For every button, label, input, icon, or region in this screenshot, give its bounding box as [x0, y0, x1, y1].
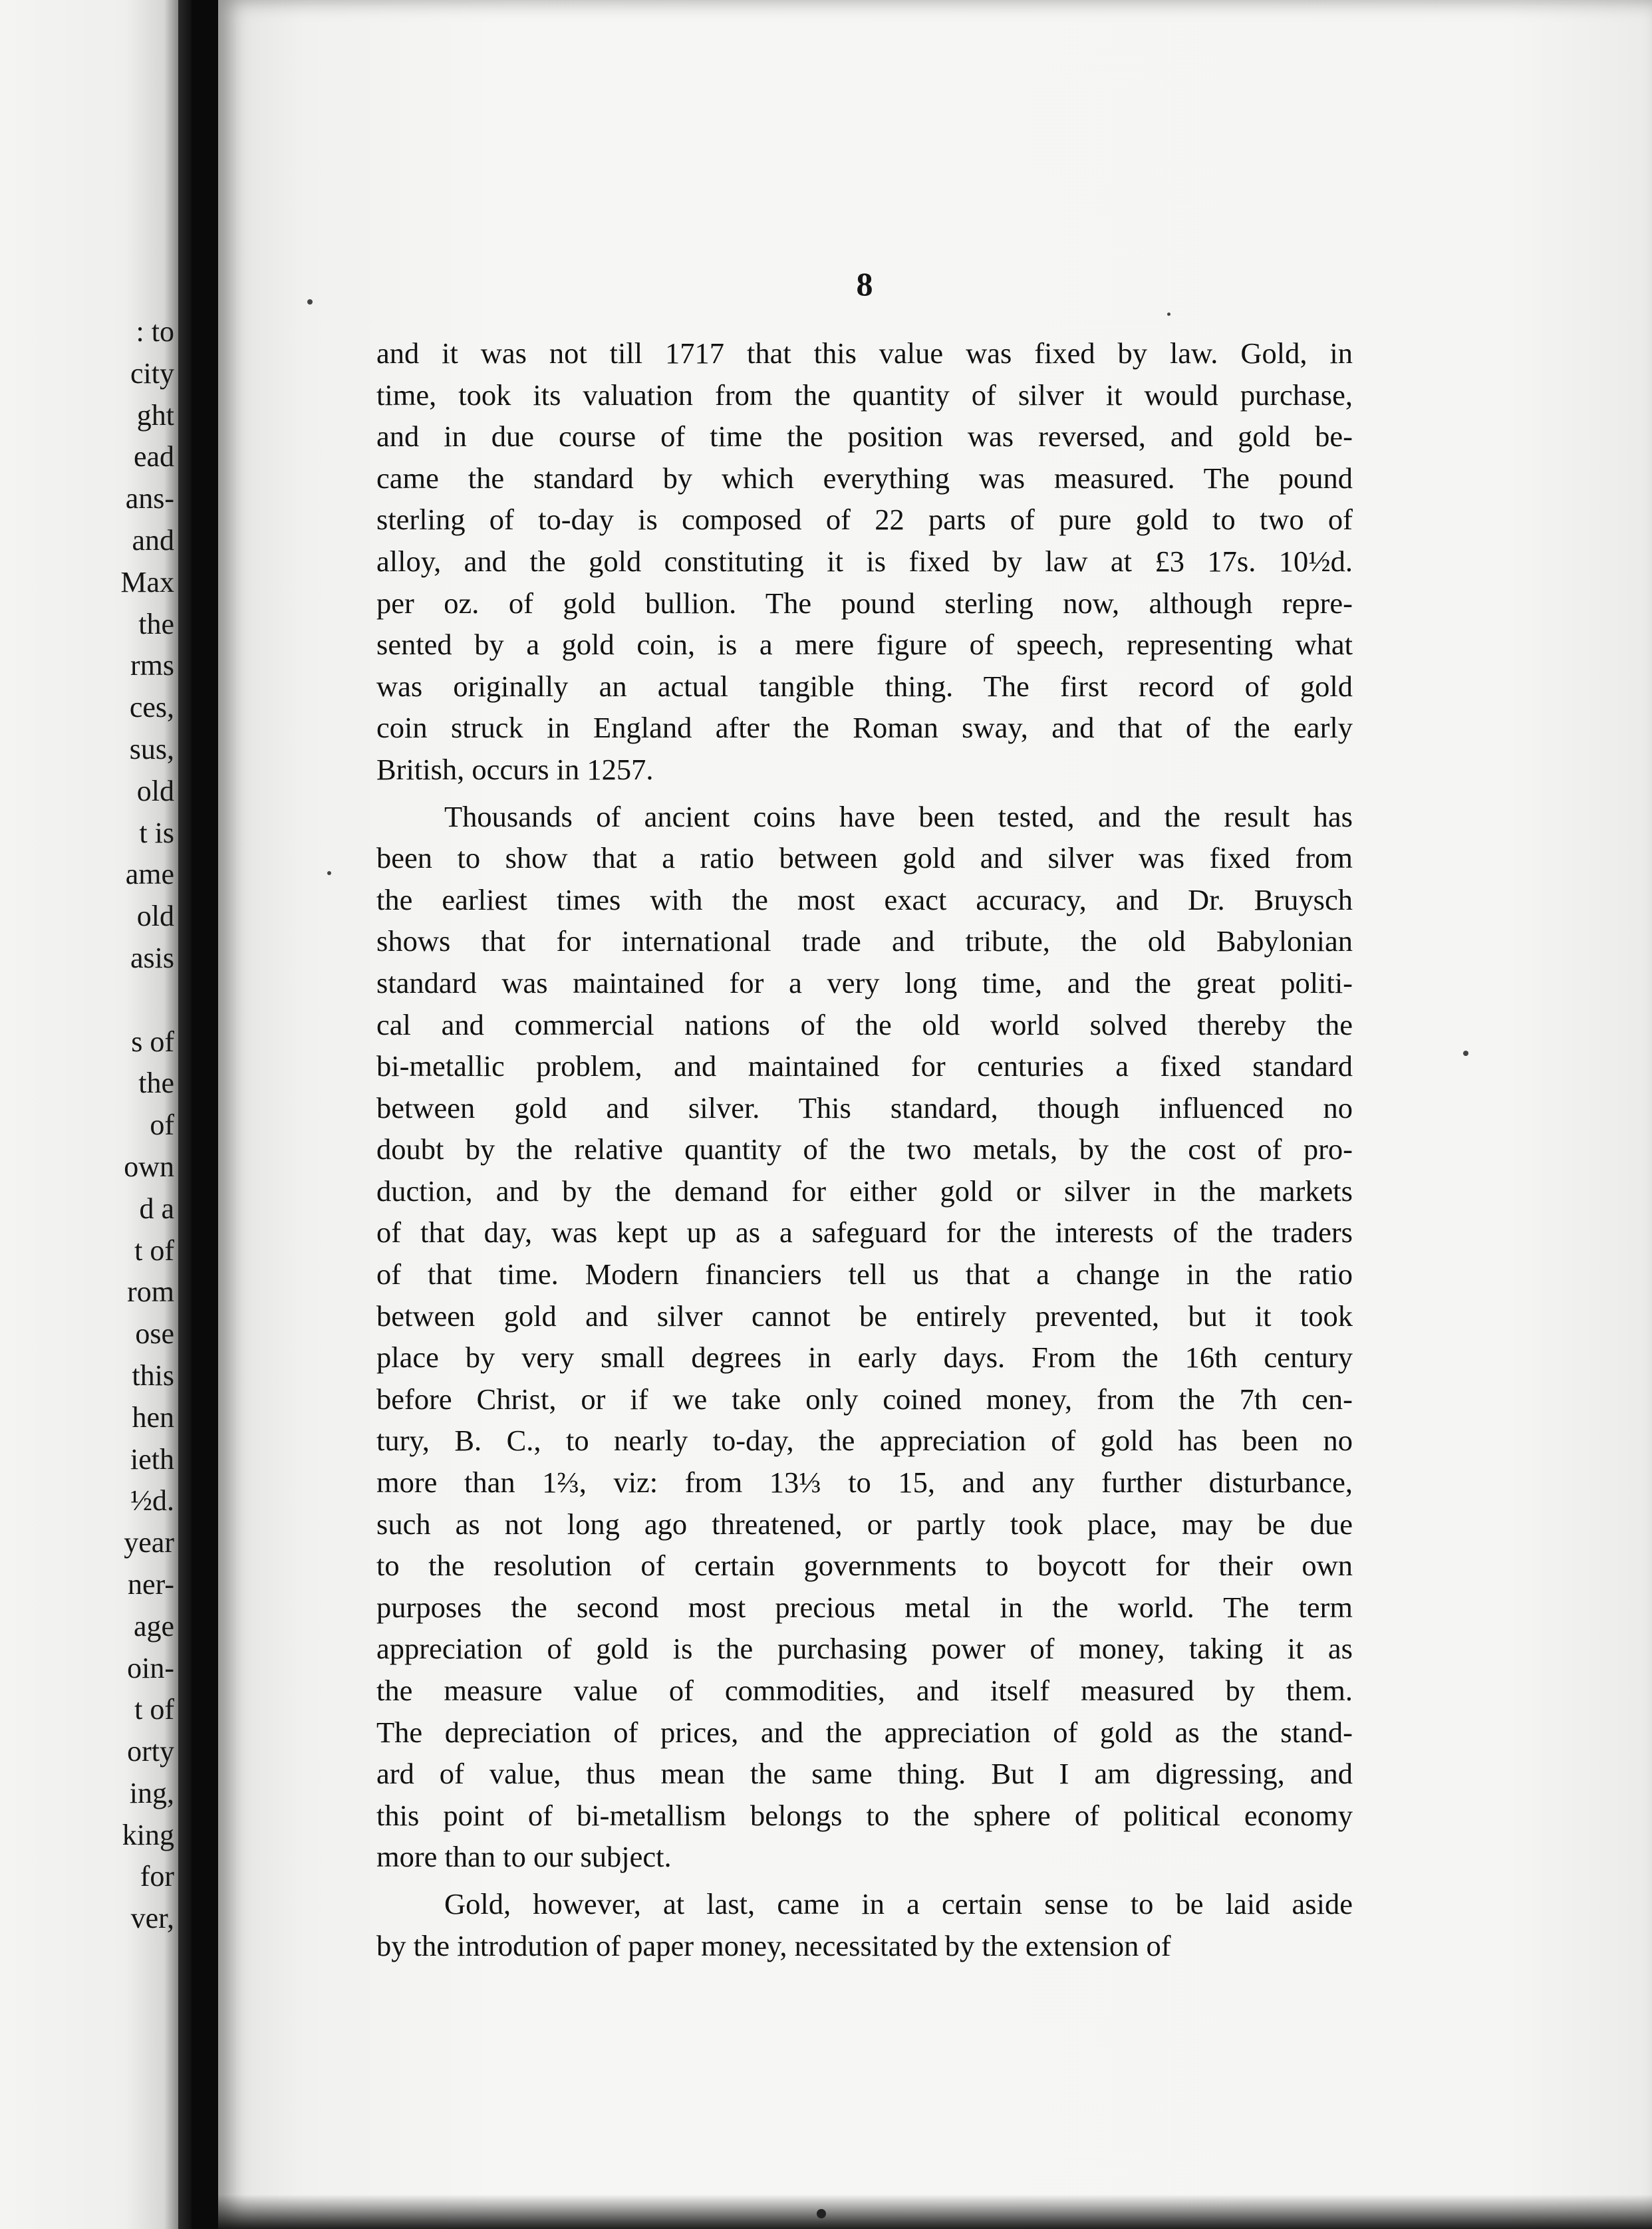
scan-speck	[1463, 1051, 1468, 1056]
page-edge-shadow	[178, 0, 192, 2229]
text-line: alloy, and the gold constituting it is fixed by law at £3 17s. 10½d.	[376, 544, 1353, 578]
text-line: British, occurs in 1257.	[376, 752, 654, 786]
line-fragment: asis	[130, 941, 174, 974]
text-line: place by very small degrees in early days. From the 16th century	[376, 1341, 1353, 1375]
line-fragment: t is	[139, 816, 174, 849]
line-fragment: oin-	[127, 1651, 174, 1684]
text-line: cal and commercial nations of the old world solved thereby the	[376, 1007, 1353, 1041]
previous-page-fragment	[0, 0, 178, 2229]
text-line: The depreciation of prices, and the appreciation of gold as the stand-	[376, 1715, 1353, 1749]
body-text	[376, 332, 1353, 1966]
text-line: coin struck in England after the Roman sway, and that of the early	[376, 711, 1353, 745]
text-line: bi-metallic problem, and maintained for centuries a fixed standard	[376, 1049, 1353, 1083]
line-fragment: d a	[139, 1192, 174, 1225]
line-fragment: t of	[134, 1693, 174, 1726]
text-line: and it was not till 1717 that this value was fixed by law. Gold, in	[376, 336, 1353, 370]
line-fragment: orty	[127, 1735, 174, 1768]
line-fragment: own	[124, 1150, 174, 1183]
text-line: doubt by the relative quantity of the two metals, by the cost of pro-	[376, 1132, 1353, 1166]
text-line: appreciation of gold is the purchasing power of money, taking it as	[376, 1632, 1353, 1666]
text-line: been to show that a ratio between gold and silver was fixed from	[376, 841, 1353, 875]
text-line: between gold and silver cannot be entirely prevented, but it took	[376, 1299, 1353, 1333]
line-fragment: this	[132, 1359, 174, 1392]
line-fragment: ose	[135, 1317, 174, 1351]
line-fragment: Max	[120, 565, 174, 598]
line-fragment: : to	[136, 315, 174, 348]
paragraph	[376, 1883, 1353, 1966]
text-line: of that time. Modern financiers tell us that a change in the ratio	[376, 1257, 1353, 1291]
line-fragment: s of	[131, 1025, 174, 1058]
text-line: sterling of to-day is composed of 22 parts of pure gold to two of	[376, 503, 1353, 537]
line-fragment: ans-	[125, 482, 174, 515]
line-fragment: the	[138, 1067, 174, 1100]
line-fragment: rom	[127, 1275, 174, 1309]
line-fragment: sus,	[129, 732, 174, 765]
text-line: more than to our subject.	[376, 1840, 672, 1874]
text-line: Thousands of ancient coins have been tested, and the result has	[444, 799, 1353, 833]
line-fragment: ead	[133, 440, 174, 473]
text-line: per oz. of gold bullion. The pound sterling now, although repre-	[376, 586, 1353, 620]
text-line: and in due course of time the position was reversed, and gold be-	[376, 420, 1353, 454]
text-line: was originally an actual tangible thing. The first record of gold	[376, 669, 1353, 703]
scan-speck	[327, 871, 331, 875]
paragraph	[376, 332, 1353, 791]
previous-page-line-fragments	[0, 311, 174, 1940]
line-fragment: ieth	[130, 1442, 174, 1476]
line-fragment: t of	[134, 1234, 174, 1267]
line-fragment: age	[133, 1609, 174, 1642]
scan-speck	[817, 2209, 826, 2218]
text-line: this point of bi-metallism belongs to the sphere of political economy	[376, 1798, 1353, 1832]
line-fragment: old	[136, 774, 174, 807]
text-line: came the standard by which everything was measured. The pound	[376, 461, 1353, 495]
line-fragment: king	[122, 1818, 174, 1851]
text-line: to the resolution of certain governments to boycott for their own	[376, 1549, 1353, 1583]
text-line: duction, and by the demand for either gold or silver in the markets	[376, 1174, 1353, 1208]
line-fragment: city	[130, 356, 174, 390]
text-line: the earliest times with the most exact accuracy, and Dr. Bruysch	[376, 882, 1353, 916]
text-line: by the introdution of paper money, necessitated by the extension of	[376, 1928, 1171, 1962]
text-line: time, took its valuation from the quantity of silver it would purchase,	[376, 378, 1353, 412]
text-line: purposes the second most precious metal in the world. The term	[376, 1590, 1353, 1624]
binding-gutter	[192, 0, 218, 2229]
text-line: such as not long ago threatened, or partly took place, may be due	[376, 1507, 1353, 1541]
line-fragment: old	[136, 900, 174, 933]
line-fragment: ing,	[129, 1776, 174, 1809]
paragraph	[376, 796, 1353, 1878]
line-fragment: and	[132, 523, 174, 557]
scan-speck	[307, 299, 313, 305]
line-fragment: hen	[132, 1400, 174, 1434]
text-line: shows that for international trade and tribute, the old Babylonian	[376, 924, 1353, 958]
line-fragment: ame	[125, 858, 174, 891]
text-line: sented by a gold coin, is a mere figure of speech, representing what	[376, 628, 1353, 662]
text-line: standard was maintained for a very long time, and the great politi-	[376, 966, 1353, 999]
line-gap	[0, 980, 174, 1021]
line-fragment: of	[150, 1109, 174, 1142]
line-fragment: ght	[136, 398, 174, 432]
line-fragment: year	[124, 1526, 174, 1559]
text-line: Gold, however, at last, came in a certain sense to be laid aside	[444, 1887, 1353, 1920]
page-number: 8	[856, 265, 873, 303]
line-fragment: ½d.	[130, 1484, 174, 1517]
line-fragment: ner-	[128, 1567, 174, 1601]
line-fragment: ces,	[129, 691, 174, 724]
page-bottom-shadow	[218, 2194, 1652, 2229]
text-line: between gold and silver. This standard, though influenced no	[376, 1091, 1353, 1124]
line-fragment: ver,	[130, 1902, 174, 1935]
scan-speck	[1167, 313, 1170, 316]
line-fragment: the	[138, 607, 174, 640]
text-line: of that day, was kept up as a safeguard for the interests of the traders	[376, 1216, 1353, 1249]
line-fragment: rms	[130, 649, 174, 682]
text-line: tury, B. C., to nearly to-day, the appreciation of gold has been no	[376, 1424, 1353, 1458]
text-line: before Christ, or if we take only coined money, from the 7th cen-	[376, 1382, 1353, 1416]
text-line: the measure value of commodities, and itself measured by them.	[376, 1674, 1353, 1707]
text-line: ard of value, thus mean the same thing. But I am digressing, and	[376, 1757, 1353, 1791]
line-fragment: for	[140, 1860, 174, 1893]
text-line: more than 1⅔, viz: from 13⅓ to 15, and any further disturbance,	[376, 1466, 1353, 1500]
